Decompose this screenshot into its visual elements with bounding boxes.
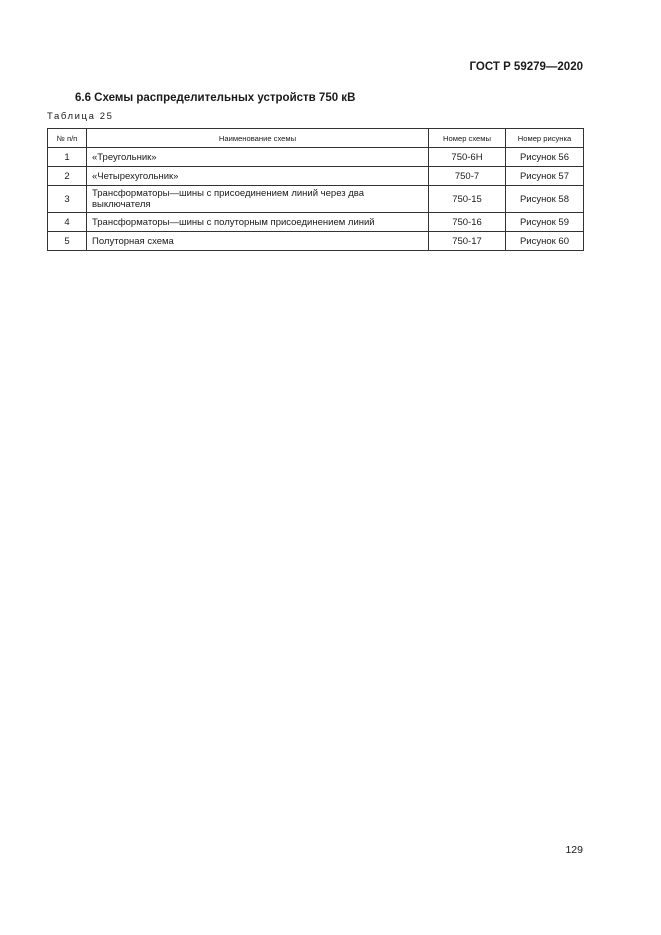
table-row [48,148,584,167]
column-header-figure-number: Номер рисунка [506,129,584,148]
table-row [48,167,584,186]
table-header-row [48,129,584,148]
scheme-code: 750-15 [429,186,506,213]
scheme-code: 750-16 [429,213,506,232]
column-header-number: № п/п [48,129,87,148]
figure-reference: Рисунок 58 [506,186,584,213]
row-number: 5 [48,232,87,251]
row-number: 2 [48,167,87,186]
schemes-table [47,128,584,251]
table-row [48,213,584,232]
section-title: 6.6 Схемы распределительных устройств 750 кВ [75,92,356,104]
figure-reference: Рисунок 59 [506,213,584,232]
scheme-code: 750-17 [429,232,506,251]
figure-reference: Рисунок 57 [506,167,584,186]
column-header-scheme-name: Наименование схемы [87,129,429,148]
figure-reference: Рисунок 60 [506,232,584,251]
table-caption: Таблица 25 [47,111,114,122]
table-row [48,232,584,251]
document-code: ГОСТ Р 59279—2020 [469,61,583,73]
scheme-code: 750-7 [429,167,506,186]
table-row [48,186,584,213]
figure-reference: Рисунок 56 [506,148,584,167]
scheme-code: 750-6Н [429,148,506,167]
column-header-scheme-code: Номер схемы [429,129,506,148]
scheme-name: «Четырехугольник» [87,167,429,186]
scheme-name: Трансформаторы—шины с полуторным присоединением линий [87,213,429,232]
page-number: 129 [565,844,583,856]
scheme-name: «Треугольник» [87,148,429,167]
row-number: 4 [48,213,87,232]
scheme-name: Трансформаторы—шины с присоединением линий через два выключателя [87,186,429,213]
scheme-name: Полуторная схема [87,232,429,251]
row-number: 1 [48,148,87,167]
row-number: 3 [48,186,87,213]
